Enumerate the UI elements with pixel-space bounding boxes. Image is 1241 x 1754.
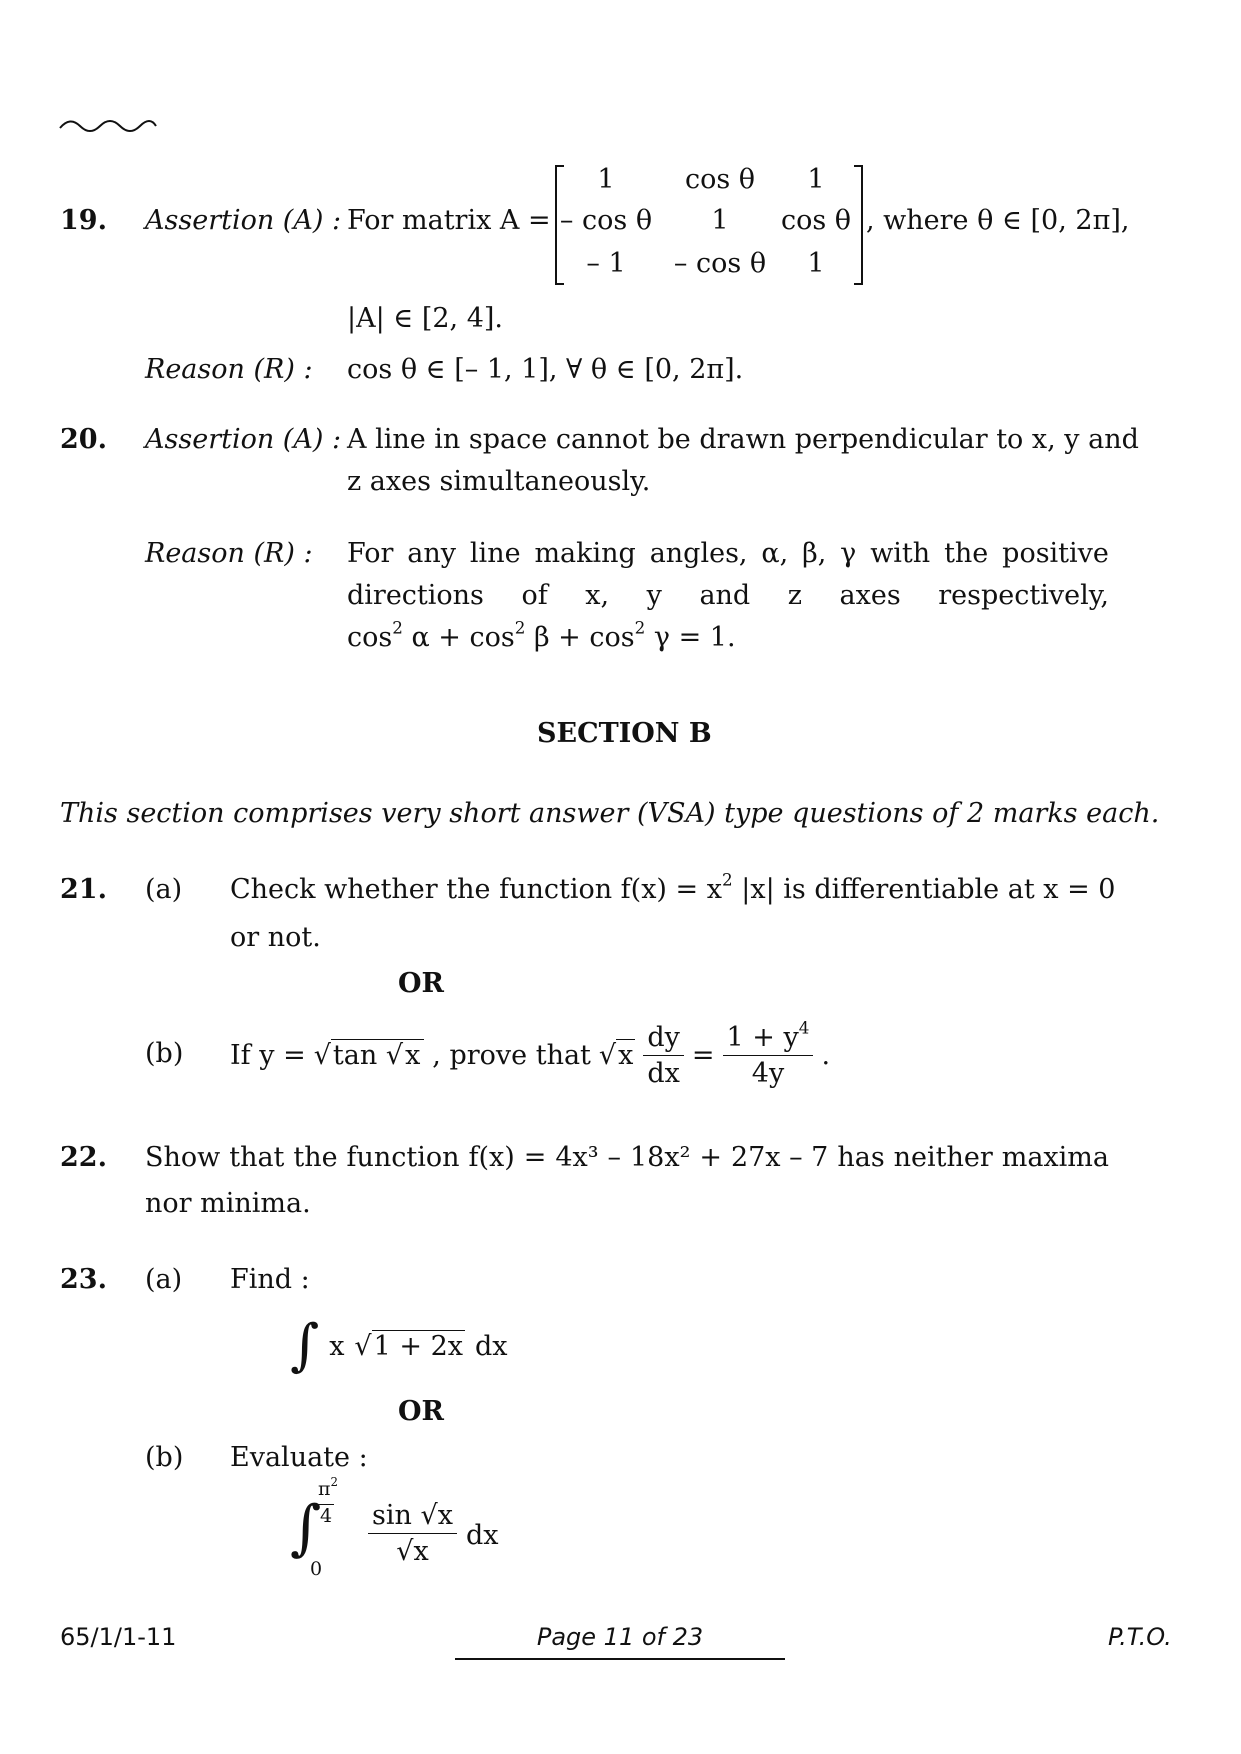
q20-reason-word: making	[534, 538, 636, 569]
q20-reason-word: α,	[761, 538, 789, 569]
q21-or: OR	[398, 968, 444, 999]
q19-reason-label: Reason (R) :	[145, 354, 313, 385]
q23-number: 23.	[60, 1264, 107, 1295]
q20-reason-word: x,	[585, 580, 610, 611]
q22-number: 22.	[60, 1142, 107, 1173]
q20-reason-word: For	[347, 538, 394, 569]
q21-b-label: (b)	[145, 1038, 184, 1069]
q22-word: Show	[145, 1142, 221, 1173]
integrand-dx: dx	[466, 1520, 499, 1551]
footer-paper-code: 65/1/1-11	[60, 1623, 177, 1651]
q21-a-line2: or not.	[230, 922, 321, 953]
q23-b-label: (b)	[145, 1442, 184, 1473]
q22-word: –	[607, 1142, 622, 1173]
sqrt-1-plus-2x: √1 + 2x	[354, 1330, 464, 1362]
q20-reason-word: z	[787, 580, 802, 611]
matrix-cell-r2c3: cos θ	[780, 205, 852, 236]
sqrt-x: √x	[598, 1039, 634, 1071]
q23-a-label: (a)	[145, 1264, 183, 1295]
matrix-cell-r2c2: 1	[711, 205, 729, 236]
q22-line1	[145, 1142, 1109, 1173]
q22-word: neither	[893, 1142, 993, 1173]
integral-sign: ∫	[290, 1493, 322, 1563]
q23-b-text: Evaluate :	[230, 1442, 368, 1473]
q22-word: +	[699, 1142, 722, 1173]
section-title: SECTION B	[537, 718, 712, 749]
q20-reason-word: of	[521, 580, 548, 611]
rhs-fraction: $\frac{1 + y^4}{4y}$	[723, 1022, 814, 1089]
q22-word: 4x³	[555, 1142, 599, 1173]
q20-reason-word: angles,	[649, 538, 748, 569]
matrix-cell-r1c1: 1	[597, 164, 615, 195]
q20-reason-word: with	[870, 538, 931, 569]
q21-b-expression: If y = √tan √x , prove that √x $\frac{dy}{dx}$ = $\frac{1 + y^4}{4y}$ .	[230, 1016, 831, 1089]
dy-dx-fraction: $\frac{dy}{dx}$	[643, 1022, 684, 1089]
q20-reason-word: line	[469, 538, 521, 569]
q22-word: that	[229, 1142, 285, 1173]
q23-a-integral: ∫ x √1 + 2x dx	[290, 1313, 508, 1378]
section-description: This section comprises very short answer (VSA) type questions of 2 marks each.	[60, 798, 1160, 829]
q21-number: 21.	[60, 874, 107, 905]
q20-reason-word: positive	[1002, 538, 1109, 569]
q20-reason-word: axes	[839, 580, 901, 611]
q20-reason-line1	[347, 538, 1109, 569]
matrix-cell-r2c1: – cos θ	[559, 205, 653, 236]
matrix-cell-r3c3: 1	[807, 248, 825, 279]
q23-b-definite-integral	[290, 1475, 590, 1588]
lower-limit: 0	[310, 1558, 323, 1580]
q21-a-label: (a)	[145, 874, 183, 905]
matrix-cell-r3c2: – cos θ	[673, 248, 767, 279]
q19-assertion-label: Assertion (A) :	[145, 205, 342, 236]
q19-assertion-continued: |A| ∈ [2, 4].	[347, 303, 504, 334]
q20-reason-word: γ	[840, 538, 857, 569]
matrix-cell-r3c1: – 1	[586, 248, 626, 279]
q19-number: 19.	[60, 205, 107, 236]
q19-matrix	[554, 164, 864, 286]
q22-line2: nor minima.	[145, 1188, 311, 1219]
footer-underline	[455, 1658, 785, 1660]
q19-assertion-text: For matrix A =	[347, 205, 551, 236]
q20-assertion-line1: A line in space cannot be drawn perpendicular to x, y and	[347, 424, 1139, 455]
q20-assertion-line2: z axes simultaneously.	[347, 466, 651, 497]
q20-reason-word: y	[646, 580, 662, 611]
q19-reason-text: cos θ ∈ [– 1, 1], ∀ θ ∈ [0, 2π].	[347, 354, 744, 385]
q20-reason-word: any	[407, 538, 457, 569]
integral-sign: ∫	[290, 1313, 320, 1378]
q20-reason-word: respectively,	[938, 580, 1109, 611]
q20-reason-word: β,	[802, 538, 827, 569]
q22-word: 18x²	[629, 1142, 691, 1173]
q22-word: maxima	[1001, 1142, 1109, 1173]
matrix-cell-r1c2: cos θ	[684, 164, 756, 195]
integrand-fraction: $\frac{\sin √x}{√x}$	[368, 1500, 457, 1567]
q21-a-line1: Check whether the function $f(x) = x^2$ |x| is differentiable at x = 0	[230, 869, 1116, 905]
q22-word: f(x)	[468, 1142, 515, 1173]
q20-reason-word: the	[944, 538, 989, 569]
q23-or: OR	[398, 1396, 444, 1427]
upper-limit-denominator: 4	[320, 1505, 333, 1527]
footer-page-number: Page 11 of 23	[536, 1623, 704, 1651]
q22-word: 27x – 7	[730, 1142, 829, 1173]
q20-reason-label: Reason (R) :	[145, 538, 313, 569]
upper-limit: $\pi^2$	[318, 1475, 338, 1500]
q20-number: 20.	[60, 424, 107, 455]
q22-word: function	[346, 1142, 460, 1173]
matrix-right-bracket	[852, 164, 864, 286]
q20-assertion-label: Assertion (A) :	[145, 424, 342, 455]
matrix-cell-r1c3: 1	[807, 164, 825, 195]
q22-word: the	[293, 1142, 338, 1173]
q22-word: =	[523, 1142, 547, 1173]
footer-pto: P.T.O.	[1108, 1623, 1172, 1651]
q20-reason-word: and	[699, 580, 751, 611]
header-tilde-ornament	[58, 112, 158, 142]
q19-matrix-suffix: , where θ ∈ [0, 2π],	[866, 205, 1130, 236]
q23-a-text: Find :	[230, 1264, 310, 1295]
q20-reason-word: directions	[347, 580, 484, 611]
q20-reason-line2	[347, 580, 1109, 611]
sqrt-tan-sqrt-x: √tan √x	[314, 1040, 425, 1071]
q20-reason-line3: $\cos^2 \alpha + \cos^2 \beta + \cos^2 \gamma = 1$.	[347, 617, 736, 653]
q22-word: has	[837, 1142, 885, 1173]
